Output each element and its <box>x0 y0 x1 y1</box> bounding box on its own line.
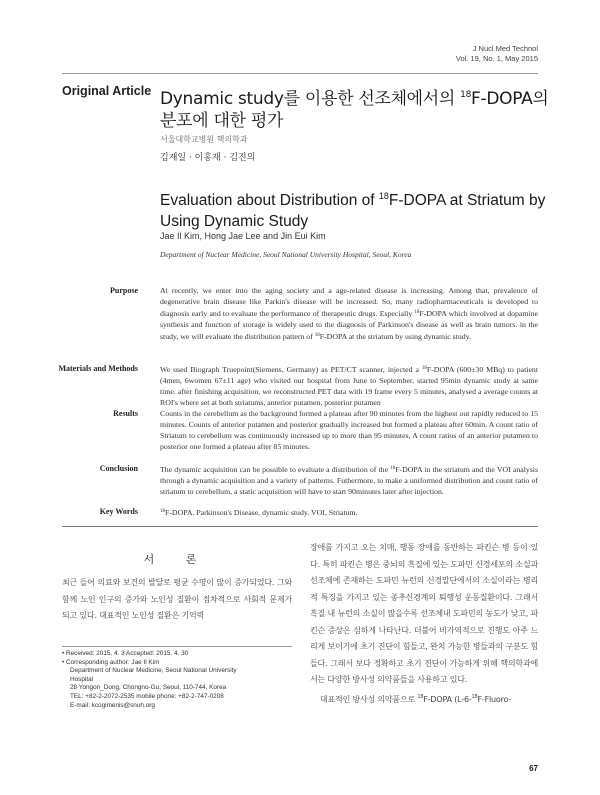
footnote-email: E-mail: kcogimenis@snuh.org <box>70 701 155 709</box>
footnote <box>62 650 294 710</box>
journal-volume: Vol. 19, No. 1, May 2015 <box>455 54 538 63</box>
methods-label: Materials and Methods <box>58 364 138 373</box>
korean-affiliation: 서울대학교병원 핵의학과 <box>160 135 248 144</box>
header-divider <box>62 73 538 74</box>
korean-title-part2: F-DOPA의 <box>471 89 549 109</box>
journal-header <box>456 44 538 64</box>
conclusion-text <box>160 463 538 497</box>
body-left-paragraph: 최근 들어 의료와 보건의 발달로 평균 수명이 많이 증가되었다. 그와 함께 노인 인구의 증가와 노인성 질환이 점차적으로 사회적 문제가 되고 있다. 대표적인 노인성 질환은 기억력 <box>62 578 292 620</box>
journal-name: J Nucl Med Technol <box>472 44 538 53</box>
footnote-corresponding: • Corresponding author: Jae Il Kim <box>62 658 160 666</box>
body-right-p2c: F-Fluoro- <box>477 694 512 704</box>
english-title-line2: Using Dynamic Study <box>160 213 309 230</box>
footnote-received: • Received: 2015. 4. 3 Accepted: 2015. 4. 30 <box>62 650 189 657</box>
purpose-sup1: 18 <box>414 310 420 315</box>
results-label: Results <box>113 409 138 418</box>
english-title-part2: F-DOPA at Striatum by <box>388 192 546 209</box>
purpose-label: Purpose <box>110 286 138 295</box>
conclusion-sup: 18 <box>390 466 396 471</box>
korean-title-sup: 18 <box>460 90 472 100</box>
footnote-tel: TEL: +82-2-2072-2535 mobile phone: +82-2-747-0208 <box>70 692 224 700</box>
footnote-address: 28 Yongon_Dong, Chongno-Gu, Seoul, 110-744, Korea <box>70 684 227 692</box>
korean-title-part1: Dynamic study를 이용한 선조체에서의 <box>160 89 461 109</box>
section-tag: Original Article <box>62 84 152 98</box>
body-right-column <box>310 540 538 708</box>
section-heading-intro: 서 론 <box>143 553 211 566</box>
abstract-bottom-rule <box>62 526 538 527</box>
body-left-column <box>62 535 292 625</box>
body-right-p2a: 대표적인 방사성 의약품으로 <box>320 694 418 704</box>
english-affiliation: Department of Nuclear Medicine, Seoul National University Hospital, Seoul, Korea <box>160 250 412 259</box>
body-right-paragraph1: 장애를 가지고 오는 치매, 행동 장애를 동반하는 파킨슨 병 등이 있다. 특히 파킨슨 병은 중뇌의 흑질에 있는 도파민 신경세포의 소실과 선조체에 존재하는 도파민 뉴런의 신경말단에서의 소실이라는 병리적 특징을 가지고 있는 종추신경계의 퇴행성 운동질환이다. 그래서 흑질 내 뉴런의 소실이 많을수록 선조체내 도파민의 농도가 낮고, 파킨슨 증상은 심하게 나타난다. 더불어 비가역적으로 진행도 아주 느리게 보이기에 초기 진단이 힘들고, 완치 가능한 병들과의 구분도 힘들다. 그래서 보다 정확하고 초기 진단이 가능하게 위해 핵의학과에서는 다양한 방사성 의약품들을 사용하고 있다. <box>310 543 538 684</box>
purpose-text <box>160 285 538 342</box>
purpose-sup2: 18 <box>314 333 320 338</box>
korean-title-line2: 분포에 대한 평가 <box>160 111 284 131</box>
methods-text-b: F-DOPA (600±30 MBq) to patient (4men, 6women 67±11 age) who visited our hospital from June to September, started 95min dynamic study at same time. after finishing acquisition, we reconstructed PET data with 19 frame every 5 minutes, analysed a average counts at ROI's where set at both striatums, anterior putamen, posterior putamen <box>160 365 538 407</box>
purpose-text-a: At recently, we enter into the aging society and a age-related disease is increasing. Among that, prevalence of degenerative brain disease like Parkin's disease will be increased. So, many radiopharmaceuticals is developed to diagnosis early and to evaluate the performance of therapeutic drugs. Especially <box>160 286 538 318</box>
keywords-text <box>160 506 538 518</box>
body-right-sup2: 18 <box>471 693 478 700</box>
english-title-sup: 18 <box>378 191 389 201</box>
body-right-paragraph2 <box>310 689 538 709</box>
english-title-part1: Evaluation about Distribution of <box>160 192 379 209</box>
page-number: 67 <box>529 764 538 773</box>
english-authors: Jae Il Kim, Hong Jae Lee and Jin Eui Kim <box>160 231 326 241</box>
conclusion-label: Conclusion <box>99 464 138 473</box>
body-right-p2b: F-DOPA (L-6- <box>423 694 472 704</box>
korean-authors: 김재일 · 이홍재 · 김진의 <box>160 153 256 163</box>
body-right-sup1: 18 <box>417 693 424 700</box>
korean-title <box>160 84 550 132</box>
keywords-sup: 18 <box>160 509 165 514</box>
footnote-divider <box>62 646 292 647</box>
footnote-dept: Department of Nuclear Medicine, Seoul National University <box>70 667 237 675</box>
methods-text-a: We used Biograph Truepoint(Siemens, Germany) as PET/CT scanner, injected a <box>160 365 422 374</box>
footnote-hospital: Hospital <box>70 675 94 683</box>
conclusion-text-b: F-DOPA in the striatum and the VOI analysis through a dynamic acquisition and a variety of patterns. Futhermore, to make a uniformed distribution and count ratio of striatum to cerebellum, a static acquisition will have to start 90minutes later after injection. <box>160 465 539 496</box>
methods-sup: 18 <box>421 366 427 371</box>
results-text: Counts in the cerebellum as the background formed a plateau after 90 minutes from the highest out rapidly reduced to 15 minutes. Counts of anterior putamen and posterior gradually increased but formed a plateau after 60min. A count ratio of Striatum to cerebellum was continuously increased up to more than 95 minutes, A count ratios of an anterior putamen to posterior one formed a plateau after 85 minutes. <box>160 409 538 451</box>
english-title <box>160 186 550 232</box>
keywords-text-body: F-DOPA. Parkinson's Disease, dynamic study. VOI, Striatum. <box>165 508 358 517</box>
conclusion-text-a: The dynamic acquisition can be possible to evaluate a distribution of the <box>160 465 391 474</box>
keywords-label: Key Words <box>99 507 138 516</box>
purpose-text-c: F-DOPA at the striatum by using dynamic study. <box>319 332 471 341</box>
methods-text <box>160 363 538 408</box>
purpose-text-b: F-DOPA which involved at dopamine synthesis and function of storage is widely used to the diagnosis of Parkinson's disease as well as brain tumors. in the study, we will evaluate the distribution pattern of <box>160 309 538 341</box>
